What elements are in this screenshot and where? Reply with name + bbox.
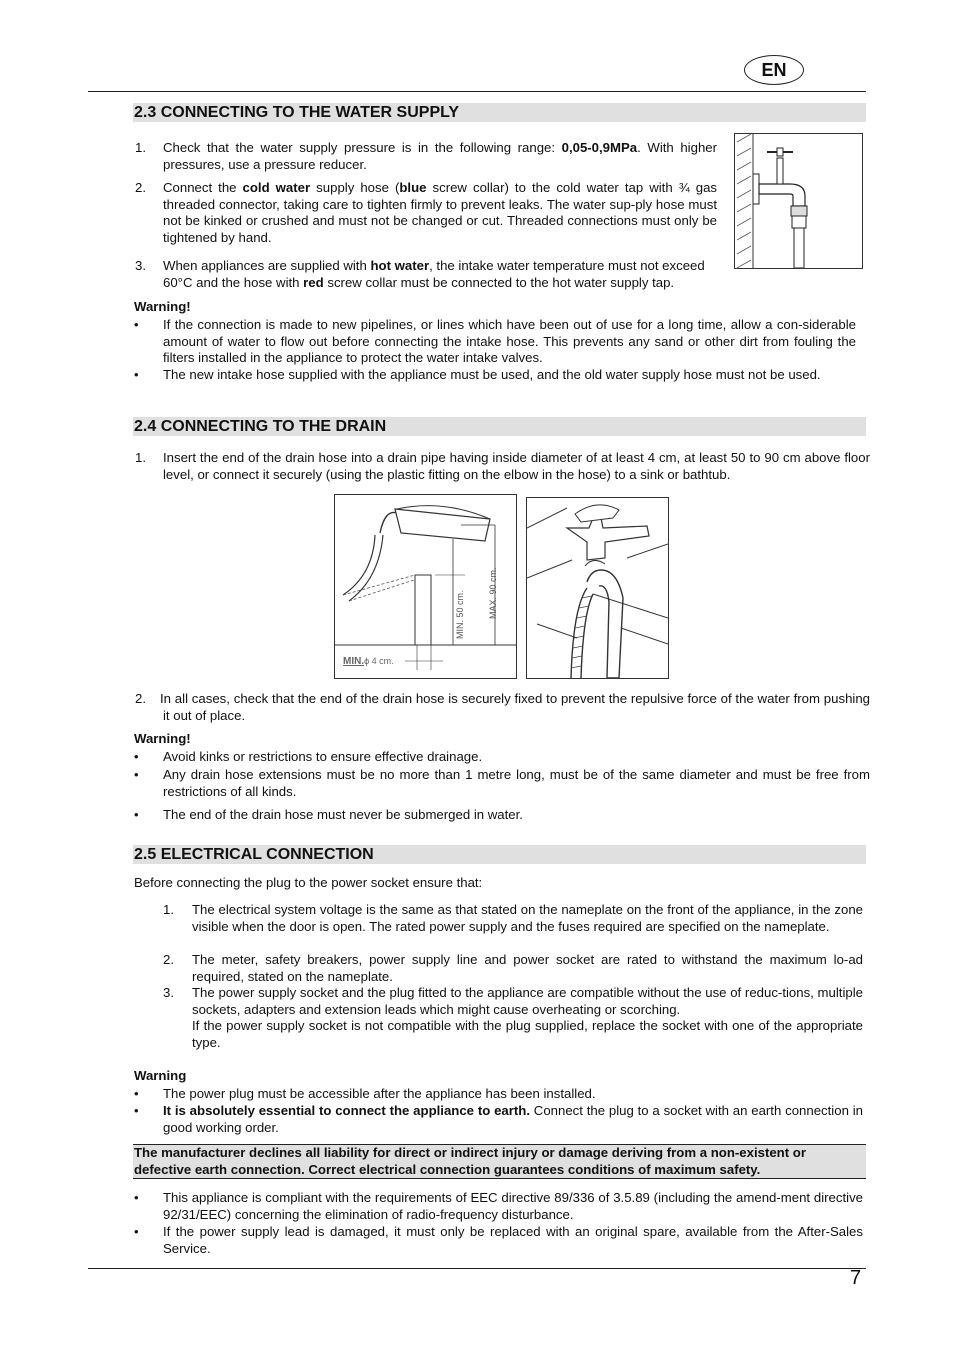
language-label: EN xyxy=(761,60,787,80)
bullet: • xyxy=(134,807,139,822)
drain-step-2: In all cases, check that the end of the drain hose is securely fixed to prevent the repulsive force of the water from pushing it out of place. xyxy=(160,691,870,723)
warning-heading: Warning! xyxy=(134,731,191,746)
drain-warning-3: The end of the drain hose must never be submerged in water. xyxy=(163,807,523,822)
liability-notice: The manufacturer declines all liability for direct or indirect injury or damage deriving from a non-existent or defective earth connection. Correct electrical connection guarantees conditions of maximum safety. xyxy=(133,1144,866,1179)
power-lead-note: If the power supply lead is damaged, it must only be replaced with an original spare, available from the After-Sales Service. xyxy=(163,1224,863,1256)
electrical-warning-1: The power plug must be accessible after the appliance has been installed. xyxy=(163,1086,596,1101)
water-step-1: Check that the water supply pressure is in the following range: 0,05-0,9MPa. With higher pressures, use a pressure reducer. xyxy=(163,140,718,172)
water-tap-drawing xyxy=(735,134,862,268)
drain-warning-2: Any drain hose extensions must be no more than 1 metre long, must be of the same diameter and must be free from restrictions of all kinds. xyxy=(163,767,870,799)
list-number: 2. xyxy=(135,180,146,195)
bullet: • xyxy=(134,1224,139,1239)
language-badge xyxy=(744,55,804,85)
bullet: • xyxy=(134,1086,139,1101)
list-number: 2. xyxy=(163,952,174,967)
bullet: • xyxy=(134,1190,139,1205)
bullet: • xyxy=(134,1103,139,1118)
section-title-water-supply: 2.3 CONNECTING TO THE WATER SUPPLY xyxy=(133,103,866,122)
water-warning-2: The new intake hose supplied with the appliance must be used, and the old water supply hose must not be used. xyxy=(163,367,821,382)
bullet: • xyxy=(134,767,139,782)
bullet: • xyxy=(134,749,139,764)
list-number: 2. xyxy=(135,691,146,706)
electrical-item-2: The meter, safety breakers, power supply line and power socket are rated to withstand the maximum lo-ad required, stated on the nameplate. xyxy=(192,952,863,984)
drain-warning-1: Avoid kinks or restrictions to ensure effective drainage. xyxy=(163,749,483,764)
section-title-electrical: 2.5 ELECTRICAL CONNECTION xyxy=(133,845,866,864)
min-diameter-label: MIN.ϕ 4 cm. xyxy=(343,656,394,667)
water-tap-illustration xyxy=(734,133,863,269)
bullet: • xyxy=(134,317,139,332)
section-title-drain: 2.4 CONNECTING TO THE DRAIN xyxy=(133,417,866,436)
footer-rule xyxy=(88,1268,866,1269)
list-number: 3. xyxy=(135,258,146,273)
bullet: • xyxy=(134,367,139,382)
list-number: 1. xyxy=(163,902,174,917)
compliance-note: This appliance is compliant with the requirements of EEC directive 89/336 of 3.5.89 (including the amend-ment directive 92/31/EEC) concerning the elimination of radio-frequency disturbance. xyxy=(163,1190,863,1222)
list-number: 3. xyxy=(163,985,174,1000)
max-height-label: MAX. 90 cm. xyxy=(488,567,498,619)
warning-heading: Warning! xyxy=(134,299,191,314)
electrical-warning-2: It is absolutely essential to connect the appliance to earth. Connect the plug to a socket with an earth connection in good working order. xyxy=(163,1103,863,1135)
warning-heading: Warning xyxy=(134,1068,187,1083)
electrical-item-1: The electrical system voltage is the same as that stated on the nameplate on the front of the appliance, in the zone visible when the door is open. The rated power supply and the fuses required are specified on the nameplate. xyxy=(192,902,863,934)
drain-pipe-illustration xyxy=(334,494,517,679)
water-step-2: Connect the cold water supply hose (blue screw collar) to the cold water tap with ¾ gas threaded connector, taking care to tighten firmly to prevent leaks. The water sup-ply hose must not be kinked or crushed and must not be changed or cut. Threaded connections must only be tightened by hand. xyxy=(163,180,718,245)
list-number: 1. xyxy=(135,140,146,155)
min-height-label: MIN. 50 cm. xyxy=(455,590,465,639)
water-step-3: When appliances are supplied with hot water, the intake water temperature must not exceed 60°C and the hose with red screw collar must be connected to the hot water supply tap. xyxy=(163,258,705,290)
page-number: 7 xyxy=(850,1267,862,1289)
list-number: 1. xyxy=(135,450,146,465)
sink-hose-illustration xyxy=(526,497,669,679)
sink-hose-drawing xyxy=(527,498,668,678)
electrical-item-3: The power supply socket and the plug fitted to the appliance are compatible without the use of reduc-tions, multiple sockets, adapters and extension leads which might cause overheating or scorching. If the power supply socket is not compatible with the plug supplied, replace the socket with one of the appropriate type. xyxy=(192,985,863,1050)
header-rule xyxy=(88,91,866,92)
drain-step-1: Insert the end of the drain hose into a drain pipe having inside diameter of at least 4 cm, at least 50 to 90 cm above floor level, or connect it securely (using the plastic fitting on the elbow in the hose) to a sink or bathtub. xyxy=(163,450,870,482)
electrical-intro: Before connecting the plug to the power socket ensure that: xyxy=(134,875,483,890)
water-warning-1: If the connection is made to new pipelines, or lines which have been out of use for a long time, allow a con-siderable amount of water to flow out before connecting the intake hose. This prevents any sand or other dirt from fouling the filters installed in the appliance to protect the water intake valves. xyxy=(163,317,856,366)
